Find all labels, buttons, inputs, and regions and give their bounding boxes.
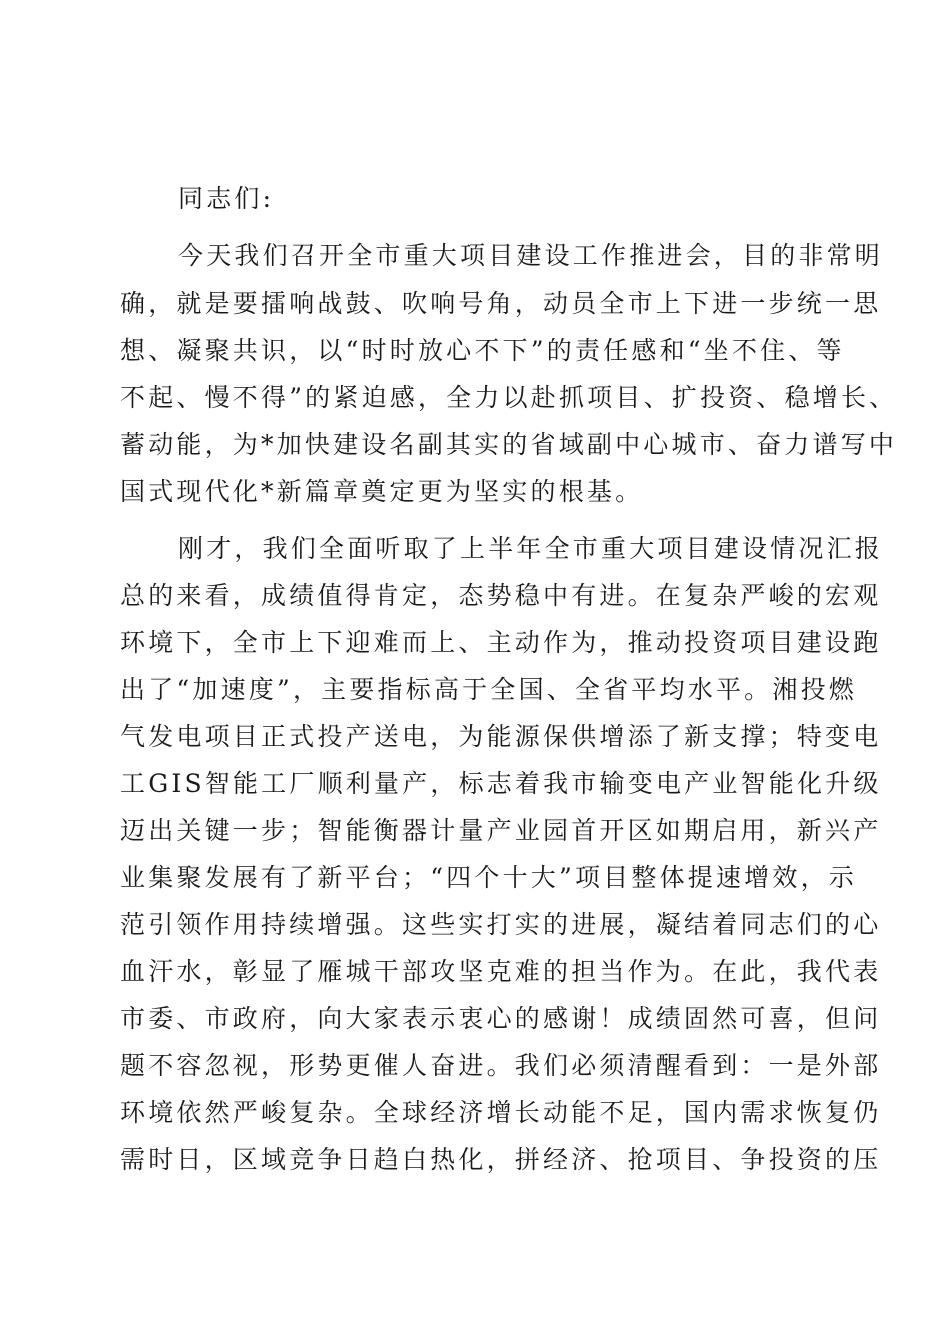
paragraph-line: 出了“加速度”，主要指标高于全国、全省平均水平。湘投燃 xyxy=(120,675,857,704)
paragraph-line: 血汗水，彰显了雁城干部攻坚克难的担当作为。在此，我代表 xyxy=(120,957,882,986)
paragraph-line: 题不容忽视，形势更催人奋进。我们必须清醒看到：一是外部 xyxy=(120,1051,882,1080)
paragraph-line: 业集聚发展有了新平台；“四个十大”项目整体提速增效，示 xyxy=(120,863,857,892)
paragraph-line: 市委、市政府，向大家表示衷心的感谢！成绩固然可喜，但问 xyxy=(120,1004,882,1033)
paragraph-line: 想、凝聚共识，以“时时放心不下”的责任感和“坐不住、等 xyxy=(120,336,845,365)
paragraph-line: 不起、慢不得”的紧迫感，全力以赴抓项目、扩投资、稳增长、 xyxy=(120,383,898,412)
paragraph-line: 总的来看，成绩值得肯定，态势稳中有进。在复杂严峻的宏观 xyxy=(120,581,882,610)
paragraph-line: 今天我们召开全市重大项目建设工作推进会，目的非常明 xyxy=(178,241,884,270)
paragraph-line: 迈出关键一步；智能衡器计量产业园首开区如期启用，新兴产 xyxy=(120,816,882,845)
paragraph-line: 需时日，区域竞争日趋白热化，拼经济、抢项目、争投资的压 xyxy=(120,1145,882,1174)
paragraph-line: 气发电项目正式投产送电，为能源保供增添了新支撑；特变电 xyxy=(120,722,882,751)
paragraph-line: 确，就是要擂响战鼓、吹响号角，动员全市上下进一步统一思 xyxy=(120,289,882,318)
paragraph-line: 刚才，我们全面听取了上半年全市重大项目建设情况汇报 xyxy=(178,534,884,563)
paragraph-line: 蓄动能，为*加快建设名副其实的省域副中心城市、奋力谱写中 xyxy=(120,430,898,459)
paragraph-line: 环境下，全市上下迎难而上、主动作为，推动投资项目建设跑 xyxy=(120,628,882,657)
paragraph-line: 工GIS智能工厂顺利量产，标志着我市输变电产业智能化升级 xyxy=(120,769,882,798)
paragraph-line: 环境依然严峻复杂。全球经济增长动能不足，国内需求恢复仍 xyxy=(120,1098,882,1127)
salutation: 同志们: xyxy=(178,184,275,213)
paragraph-line: 范引领作用持续增强。这些实打实的进展，凝结着同志们的心 xyxy=(120,910,882,939)
paragraph-line: 国式现代化*新篇章奠定更为坚实的根基。 xyxy=(120,477,644,506)
